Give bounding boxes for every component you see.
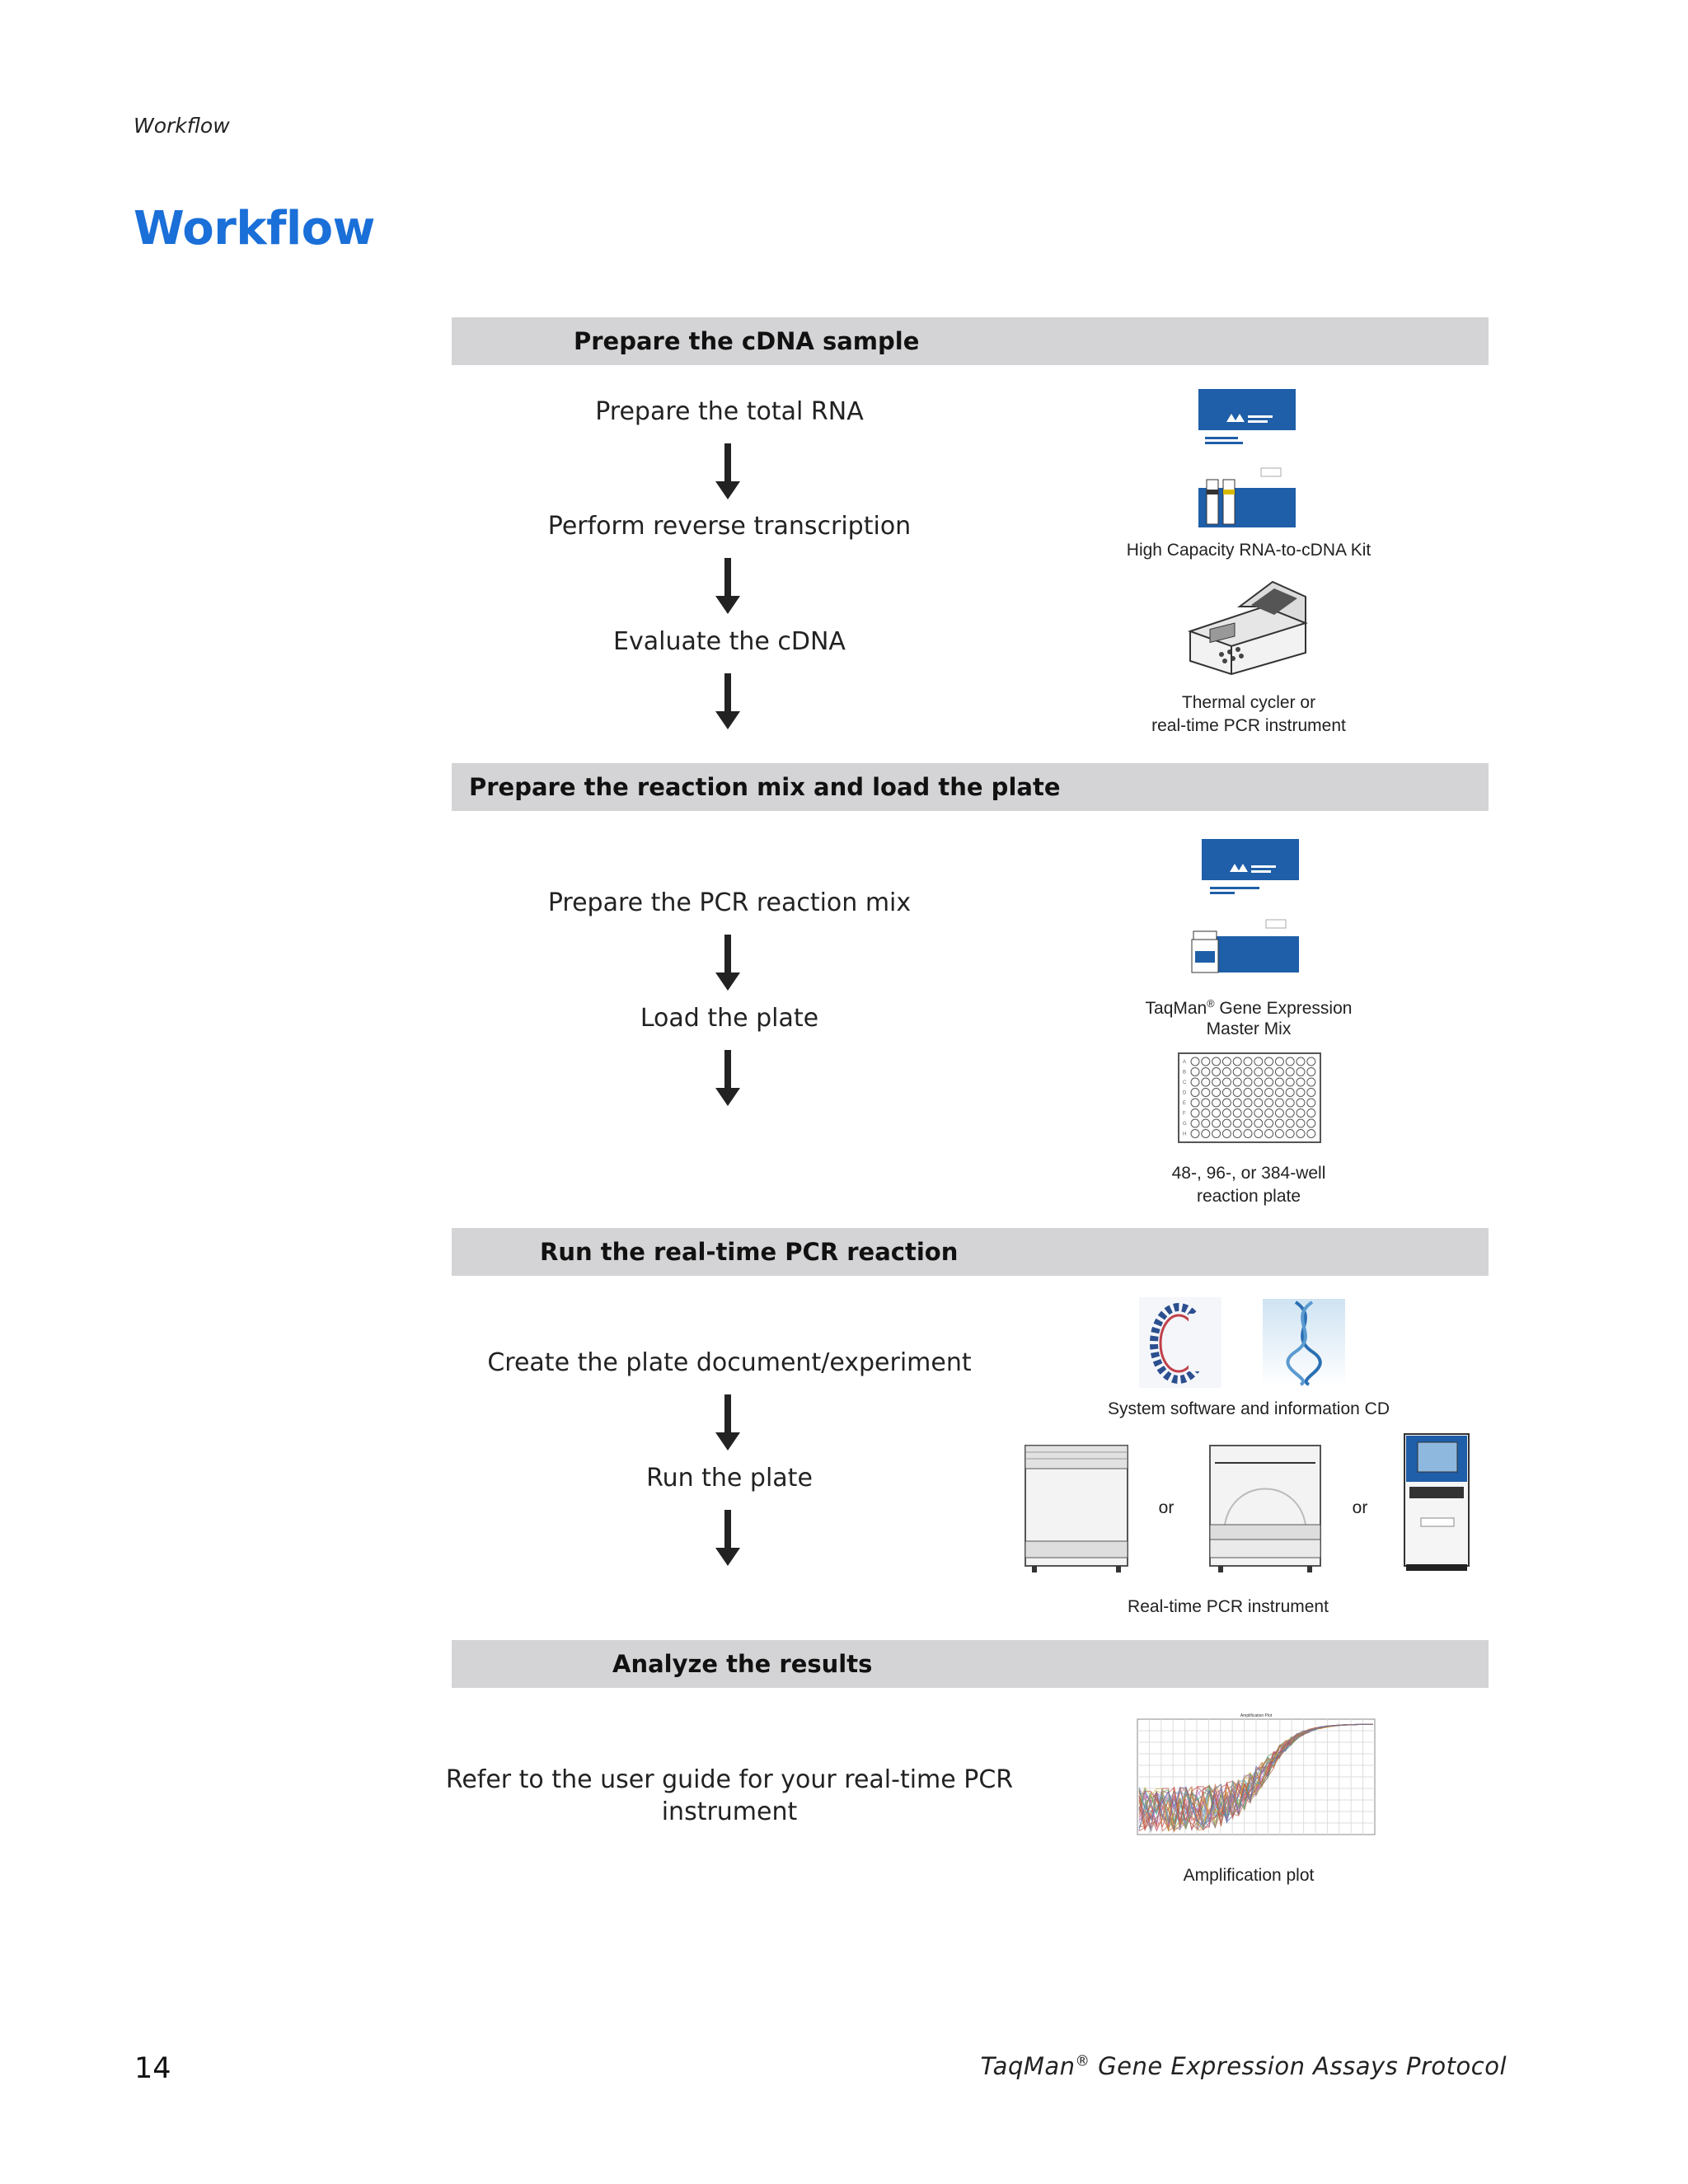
down-arrow-icon: [715, 673, 740, 729]
plate-well: [1296, 1078, 1305, 1086]
down-arrow-icon: [715, 1050, 740, 1106]
plate-well: [1212, 1119, 1221, 1127]
plate-well: [1286, 1057, 1294, 1066]
plate-well: [1254, 1119, 1263, 1127]
amplification-plot-title: Amplification Plot: [1240, 1713, 1273, 1718]
down-arrow-icon: [715, 558, 740, 614]
down-arrow-icon: [715, 443, 740, 499]
plate-well: [1296, 1099, 1305, 1107]
plate-row-label: A: [1183, 1060, 1187, 1065]
plate-well: [1202, 1068, 1210, 1076]
section-bar-run-pcr: [452, 1228, 1489, 1276]
step-reverse-transcription: Perform reverse transcription: [547, 512, 912, 541]
step-create-plate-document: Create the plate document/experiment: [487, 1348, 972, 1377]
plate-well: [1212, 1099, 1221, 1107]
plate-well: [1244, 1057, 1252, 1066]
plate-well: [1265, 1078, 1273, 1086]
plate-well: [1286, 1089, 1294, 1097]
plate-row-label: H: [1183, 1132, 1187, 1137]
plate-well: [1244, 1089, 1252, 1097]
plate-well: [1275, 1068, 1283, 1076]
plate-row-label: E: [1183, 1101, 1187, 1106]
plate-well: [1191, 1089, 1199, 1097]
plate-well: [1244, 1119, 1252, 1127]
step-run-plate: Run the plate: [646, 1464, 813, 1493]
cycler-caption-line2: real-time PCR instrument: [1151, 716, 1346, 735]
plate-well: [1296, 1119, 1305, 1127]
step-load-plate: Load the plate: [640, 1004, 819, 1033]
plate-well: [1202, 1130, 1210, 1138]
footer-doc-title: TaqMan® Gene Expression Assays Protocol: [980, 2052, 1507, 2080]
plate-well: [1202, 1089, 1210, 1097]
amplification-plot-image: [1121, 1711, 1378, 1848]
plate-well: [1233, 1089, 1241, 1097]
step-refer-user-guide: [441, 1764, 1018, 1828]
plate-well: [1254, 1109, 1263, 1118]
plate-well: [1244, 1099, 1252, 1107]
plate-well: [1244, 1068, 1252, 1076]
section-title: Prepare the reaction mix and load the plate: [469, 773, 1061, 801]
plate-well: [1222, 1068, 1231, 1076]
plate-well: [1222, 1099, 1231, 1107]
plate-well: [1202, 1057, 1210, 1066]
section-bar-reaction-mix: [452, 763, 1489, 811]
plate-well: [1307, 1099, 1315, 1107]
plate-row-label: G: [1183, 1122, 1187, 1127]
instrument-7500-image: [1208, 1444, 1322, 1574]
plate-well: [1275, 1099, 1283, 1107]
or-label: or: [1158, 1498, 1175, 1517]
plate-well: [1212, 1078, 1221, 1086]
plate-well: [1286, 1068, 1294, 1076]
plate-well: [1307, 1119, 1315, 1127]
plate-well: [1265, 1068, 1273, 1076]
page-title: Workflow: [134, 202, 375, 255]
plate-well: [1307, 1130, 1315, 1138]
plate-well: [1233, 1109, 1241, 1118]
plate-well: [1265, 1119, 1273, 1127]
section-bar-prepare-cdna: [452, 317, 1489, 365]
software-cd-image: [1139, 1297, 1221, 1388]
plate-caption: [1096, 1162, 1401, 1208]
plate-well: [1254, 1078, 1263, 1086]
down-arrow-icon: [715, 935, 740, 991]
plate-well: [1275, 1078, 1283, 1086]
plate-well: [1296, 1109, 1305, 1118]
plate-well: [1191, 1057, 1199, 1066]
plate-well: [1233, 1068, 1241, 1076]
plate-caption-line1: 48-, 96-, or 384-well: [1171, 1164, 1326, 1183]
plate-well: [1265, 1130, 1273, 1138]
plate-well: [1286, 1099, 1294, 1107]
plate-well: [1254, 1068, 1263, 1076]
plate-well: [1222, 1109, 1231, 1118]
kit-caption: High Capacity RNA-to-cDNA Kit: [1126, 541, 1372, 560]
plate-well: [1202, 1109, 1210, 1118]
plate-well: [1222, 1078, 1231, 1086]
cycler-caption-line1: Thermal cycler or: [1181, 693, 1316, 712]
section-bar-analyze-results: [452, 1640, 1489, 1688]
mastermix-caption-line2: Master Mix: [1206, 1019, 1292, 1038]
plate-caption-line2: reaction plate: [1196, 1187, 1301, 1206]
plate-well: [1202, 1078, 1210, 1086]
plate-well: [1254, 1099, 1263, 1107]
plate-well: [1212, 1109, 1221, 1118]
plate-well: [1296, 1068, 1305, 1076]
plate-well: [1244, 1078, 1252, 1086]
plate-well: [1265, 1089, 1273, 1097]
plate-well: [1233, 1119, 1241, 1127]
plate-row-label: F: [1183, 1111, 1186, 1117]
plate-well: [1202, 1099, 1210, 1107]
plate-well: [1244, 1130, 1252, 1138]
software-caption: System software and information CD: [1108, 1399, 1390, 1418]
plate-well: [1265, 1099, 1273, 1107]
master-mix-kit-image: [1190, 837, 1306, 976]
down-arrow-icon: [715, 1394, 740, 1451]
plate-well: [1191, 1130, 1199, 1138]
plate-well: [1307, 1057, 1315, 1066]
plate-well: [1233, 1130, 1241, 1138]
plate-well: [1212, 1068, 1221, 1076]
plate-well: [1286, 1130, 1294, 1138]
information-cd-image: [1263, 1299, 1345, 1386]
instrument-steponeplus-image: [1403, 1432, 1470, 1574]
plate-well: [1275, 1119, 1283, 1127]
step-refer-line1: Refer to the user guide for your real-time PCR: [445, 1765, 1014, 1794]
running-header: Workflow: [134, 114, 230, 138]
plate-well: [1275, 1109, 1283, 1118]
plate-well: [1265, 1109, 1273, 1118]
thermal-cycler-image: [1182, 574, 1312, 676]
section-title: Analyze the results: [612, 1650, 873, 1678]
step-prepare-pcr-mix: Prepare the PCR reaction mix: [547, 888, 912, 917]
plate-well: [1307, 1109, 1315, 1118]
plate-well: [1233, 1099, 1241, 1107]
plate-well: [1191, 1078, 1199, 1086]
down-arrow-icon: [715, 1510, 740, 1566]
plate-well: [1254, 1057, 1263, 1066]
plate-well: [1275, 1057, 1283, 1066]
plate-well: [1212, 1130, 1221, 1138]
page-number: 14: [134, 2052, 171, 2085]
plate-well: [1191, 1099, 1199, 1107]
plate-well: [1286, 1078, 1294, 1086]
plate-well: [1244, 1109, 1252, 1118]
plate-row-label: D: [1183, 1090, 1187, 1096]
plate-well: [1254, 1130, 1263, 1138]
instrument-7900-image: [1024, 1444, 1129, 1574]
plate-well: [1191, 1119, 1199, 1127]
plate-well: [1254, 1089, 1263, 1097]
plate-well: [1222, 1119, 1231, 1127]
instrument-caption: Real-time PCR instrument: [1128, 1597, 1329, 1616]
cycler-caption: [1096, 691, 1401, 738]
plate-well: [1286, 1119, 1294, 1127]
plate-well: [1222, 1130, 1231, 1138]
plate-well: [1222, 1089, 1231, 1097]
plate-well: [1212, 1089, 1221, 1097]
plate-well: [1286, 1109, 1294, 1118]
section-title: Run the real-time PCR reaction: [540, 1238, 959, 1266]
plate-well: [1212, 1057, 1221, 1066]
plate-well: [1233, 1078, 1241, 1086]
plate-well: [1307, 1078, 1315, 1086]
rna-to-cdna-kit-image: [1193, 387, 1301, 529]
plate-well: [1307, 1068, 1315, 1076]
section-title: Prepare the cDNA sample: [574, 327, 920, 355]
plate-well: [1202, 1119, 1210, 1127]
or-label: or: [1352, 1498, 1368, 1517]
plot-caption: Amplification plot: [1183, 1866, 1315, 1885]
step-refer-line2: instrument: [661, 1797, 798, 1826]
plate-row-label: C: [1183, 1080, 1187, 1085]
plate-well: [1222, 1057, 1231, 1066]
plate-well: [1296, 1089, 1305, 1097]
plate-well: [1275, 1130, 1283, 1138]
step-prepare-total-rna: Prepare the total RNA: [595, 397, 864, 426]
plate-well: [1233, 1057, 1241, 1066]
plate-row-label: B: [1183, 1070, 1187, 1076]
reaction-plate-image: [1177, 1052, 1322, 1144]
plate-well: [1307, 1089, 1315, 1097]
plate-well: [1296, 1057, 1305, 1066]
plate-well: [1275, 1089, 1283, 1097]
plate-well: [1191, 1109, 1199, 1118]
plate-well: [1296, 1130, 1305, 1138]
mastermix-caption: [1096, 994, 1401, 1039]
step-evaluate-cdna: Evaluate the cDNA: [613, 627, 846, 656]
plate-well: [1265, 1057, 1273, 1066]
mastermix-caption-line1: TaqMan® Gene Expression: [1145, 998, 1353, 1018]
plate-well: [1191, 1068, 1199, 1076]
